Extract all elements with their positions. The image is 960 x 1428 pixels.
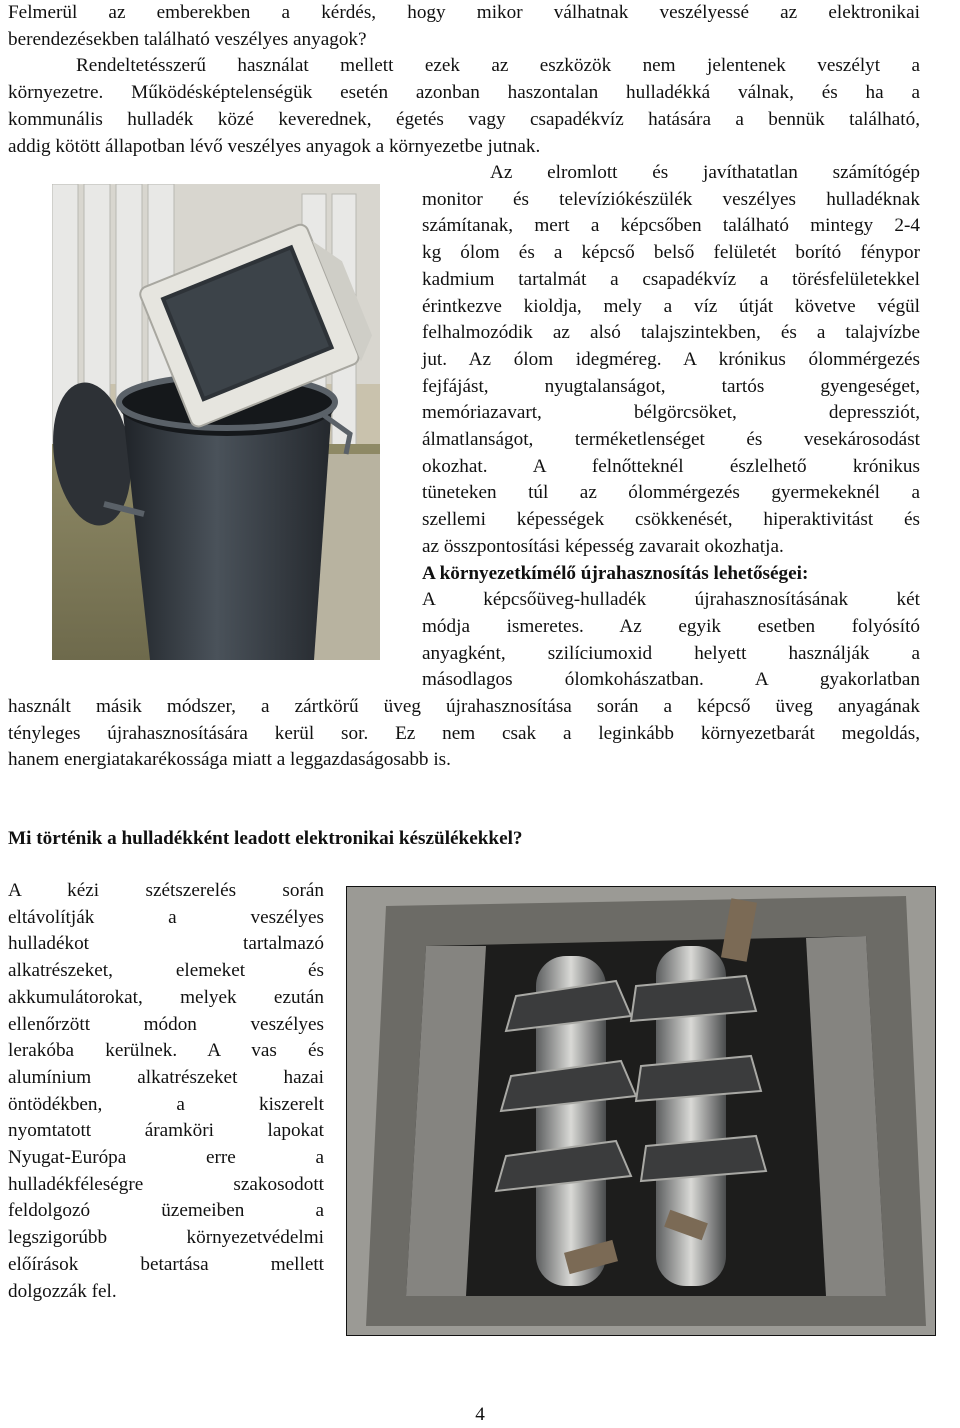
text-line: szellemi képességek csökkenését, hiperaktivitást és <box>422 509 920 531</box>
intro-paragraph <box>8 0 920 160</box>
text-line: berendezésekben található veszélyes anyagok? <box>8 28 367 50</box>
text-line: Nyugat-Európa erre a <box>8 1147 324 1169</box>
text-line: feldolgozó üzemeiben a <box>8 1200 324 1222</box>
text-line: anyagként, szilíciumoxid helyett használják a <box>422 642 920 664</box>
text-line: eltávolítják a veszélyes <box>8 906 324 928</box>
text-line: kommunális hulladék közé keverednek, égetés vagy csapadékvíz hatására a bennük található, <box>8 108 920 130</box>
text-line: használt másik módszer, a zártkörű üveg újrahasznosítása során a képcső üveg anyagának <box>8 696 920 717</box>
text-line: hulladékot tartalmazó <box>8 933 324 955</box>
text-line: nyomtatott áramköri lapokat <box>8 1120 324 1142</box>
text-line: jut. Az ólom idegméreg. A krónikus ólommérgezés <box>422 348 920 370</box>
monitor-hazard-paragraph <box>422 160 920 694</box>
text-line: fejfájást, nyugtalanságot, tartós gyengeséget, <box>422 375 920 397</box>
text-line: alkatrészeket, elemeket és <box>8 960 324 982</box>
text-line: kg ólom és a képcső belső felületét borító fénypor <box>422 242 920 264</box>
text-line: az összpontosítási képesség zavarait okozhatja. <box>422 535 784 557</box>
text-line: Az elromlott és javíthatatlan számítógép <box>490 162 920 183</box>
recycling-heading: A környezetkímélő újrahasznosítás lehetőségei: <box>422 562 809 584</box>
section-heading: Mi történik a hulladékként leadott elektronikai készülékekkel? <box>8 828 523 849</box>
text-line: dolgozzák fel. <box>8 1280 117 1302</box>
text-line: hulladékféleségre szakosodott <box>8 1173 324 1195</box>
text-line: tényleges újrahasznosítására kerül sor. Ez nem csak a leginkább környezetbarát megoldás, <box>8 722 920 744</box>
text-line: alumínium alkatrészeket hazai <box>8 1066 324 1088</box>
text-line: hanem energiatakarékossága miatt a leggazdaságosabb is. <box>8 749 451 771</box>
text-line: Felmerül az emberekben a kérdés, hogy mikor válhatnak veszélyessé az elektronikai <box>8 2 920 23</box>
text-line: környezetre. Működésképtelenségük esetén azonban haszontalan hulladékká válnak, és ha a <box>8 82 920 104</box>
text-line: öntödékben, a kiszerelt <box>8 1093 324 1115</box>
text-line: akkumulátorokat, melyek ezután <box>8 986 324 1008</box>
text-line: előírások betartása mellett <box>8 1253 324 1275</box>
text-line: érintkezve kioldja, mely a víz útját követve végül <box>422 295 920 317</box>
text-line: monitor és televíziókészülék veszélyes hulladéknak <box>422 188 920 210</box>
text-line: ellenőrzött módon veszélyes <box>8 1013 324 1035</box>
text-line: lerakóba kerülnek. A vas és <box>8 1040 324 1062</box>
dismantling-paragraph <box>8 878 324 1305</box>
monitor-in-trash-bin-photo <box>52 184 380 660</box>
recycling-continuation <box>8 694 920 774</box>
text-line: Rendeltetésszerű használat mellett ezek az eszközök nem jelentenek veszélyt a <box>76 55 920 77</box>
text-line: felhalmozódik az alsó talajszintekben, és a talajvízbe <box>422 322 920 344</box>
text-line: tüneteken túl az ólommérgezés gyermekeknél a <box>422 482 920 504</box>
text-line: A képcsőüveg-hulladék újrahasznosításának két <box>422 589 920 611</box>
industrial-shredder-photo <box>346 886 936 1336</box>
text-line: álmatlanságot, terméketlenséget és vesekárosodást <box>422 429 920 451</box>
text-line: kadmium tartalmát a csapadékvíz a törésfelületekkel <box>422 268 920 290</box>
text-line: módja ismeretes. Az egyik esetben folyósító <box>422 615 920 637</box>
text-line: okozhat. A felnőtteknél észlelhető krónikus <box>422 455 920 477</box>
text-line: memóriazavart, bélgörcsöket, depressziót, <box>422 402 920 424</box>
text-line: legszigorúbb környezetvédelmi <box>8 1227 324 1249</box>
text-line: másodlagos ólomkohászatban. A gyakorlatban <box>422 669 920 691</box>
text-line: A kézi szétszerelés során <box>8 880 324 901</box>
text-line: számítanak, mert a képcsőben található mintegy 2-4 <box>422 215 920 237</box>
page-number: 4 <box>475 1404 485 1425</box>
text-line: addig kötött állapotban lévő veszélyes anyagok a környezetbe jutnak. <box>8 135 541 157</box>
